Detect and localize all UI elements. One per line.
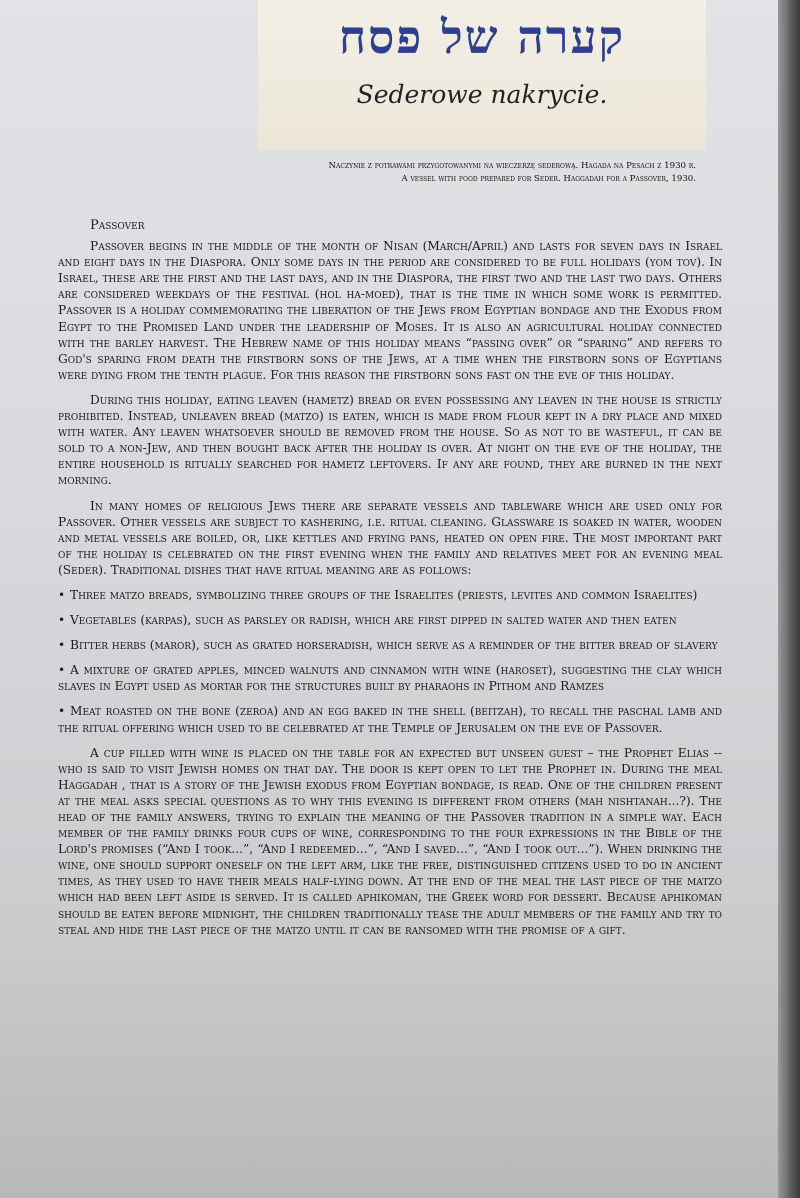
list-item-text: Three matzo breads, symbolizing three groups of the Israelites (priests, levites and common Israelites) [70, 587, 698, 602]
list-item-text: A mixture of grated apples, minced walnuts and cinnamon with wine (haroset), suggesting the clay which slaves in Egypt used as mortar for the structures built by pharaohs in Pithom and Ramzes [58, 663, 722, 694]
list-item-text: Bitter herbs (maror), such as grated horseradish, which serve as a reminder of the bitter bread of slavery [70, 638, 718, 653]
bullet-mark: • [58, 613, 66, 628]
panel-edge [778, 0, 800, 1198]
paragraph-seder: A cup filled with wine is placed on the table for an expected but unseen guest – the Prophet Elias -- who is said to visit Jewish homes on that day. The door is kept open to let the Prophet in. During the meal Haggadah , that is a story of the Jewish exodus from Egyptian bondage, is read. One of the children present at the meal asks special questions as to why this evening is different from others (mah nishtanah...?). The head of the family answers, trying to explain the meaning of the Passover tradition in a simple way. Each member of the family drinks four cups of wine, corresponding to the four expressions in the Bible of the Lord's promises (“And I took...”, “And I redeemed...”, “And I saved...”, “And I took out...”). When drinking the wine, one should support oneself on the left arm, like the free, distinguished citizens used to do in ancient times, as they used to have their meals half-lying down. At the end of the meal the last piece of the matzo which had been left aside is served. It is called aphikoman, the Greek word for dessert. Because aphikoman should be eaten before midnight, the children traditionally tease the adult members of the family and try to steal and hide the last piece of the matzo until it can be ransomed with the promise of a gift. [58, 745, 722, 937]
image-caption [300, 160, 696, 186]
paragraph-vessels: In many homes of religious Jews there are separate vessels and tableware which are used only for Passover. Other vessels are subject to kashering, i.e. ritual cleaning. Glassware is soaked in water, wooden and metal vessels are boiled, or, like kettles and frying pans, heated on open fire. The most important part of the holiday is celebrated on the first evening when the family and relatives meet for an evening meal (Seder). Traditional dishes that have ritual meaning are as follows: [58, 498, 722, 577]
polish-title: Sederowe nakrycie. [356, 80, 608, 109]
caption-english: A vessel with food prepared for Seder. Haggadah for a Passover, 1930. [401, 174, 696, 184]
list-item [58, 637, 722, 653]
list-item [58, 703, 722, 735]
list-item [58, 612, 722, 628]
list-item [58, 662, 722, 694]
list-item [58, 587, 722, 603]
title-panel [258, 0, 706, 150]
caption-polish: Naczynie z potrawami przygotowanymi na wieczerzę sederową. Hagada na Pesach z 1930 r. [328, 161, 696, 171]
paragraph-intro: Passover begins in the middle of the month of Nisan (March/April) and lasts for seven days in Israel and eight days in the Diaspora. Only some days in the period are considered to be full holidays (yom tov). In Israel, these are the first and the last days, and in the Diaspora, the first two and the last two days. Others are considered weekdays of the festival (hol ha-moed), that is the time in which some work is permitted. Passover is a holiday commemorating the liberation of the Jews from Egyptian bondage and the Exodus from Egypt to the Promised Land under the leadership of Moses. It is also an agricultural holiday connected with the barley harvest. The Hebrew name of this holiday means “passing over” or “sparing” and refers to God's sparing from death the firstborn sons of the Jews, at a time when the firstborn sons of Egyptians were dying from the tenth plague. For this reason the firstborn sons fast on the eve of this holiday. [58, 239, 722, 382]
bullet-mark: • [58, 663, 66, 678]
article-body [58, 218, 722, 947]
bullet-mark: • [58, 587, 66, 602]
bullet-mark: • [58, 704, 66, 719]
section-heading: Passover [90, 218, 145, 233]
paragraph-leaven: During this holiday, eating leaven (hametz) bread or even possessing any leaven in the house is strictly prohibited. Instead, unleaven bread (matzo) is eaten, which is made from flour kept in a dry place and mixed with water. Any leaven whatsoever should be removed from the house. So as not to be wasteful, it can be sold to a non-Jew, and then bought back after the holiday is over. At night on the eve of the holiday, the entire household is ritually searched for hametz leftovers. If any are found, they are burned in the next morning. [58, 392, 722, 488]
bullet-mark: • [58, 638, 66, 653]
list-item-text: Vegetables (karpas), such as parsley or radish, which are first dipped in salted water and then eaten [70, 613, 677, 628]
hebrew-title: קערה של פסח [338, 10, 626, 64]
list-item-text: Meat roasted on the bone (zeroa) and an egg baked in the shell (beitzah), to recall the paschal lamb and the ritual offering which used to be celebrated at the Temple of Jerusalem on the eve of Passover. [58, 704, 722, 735]
